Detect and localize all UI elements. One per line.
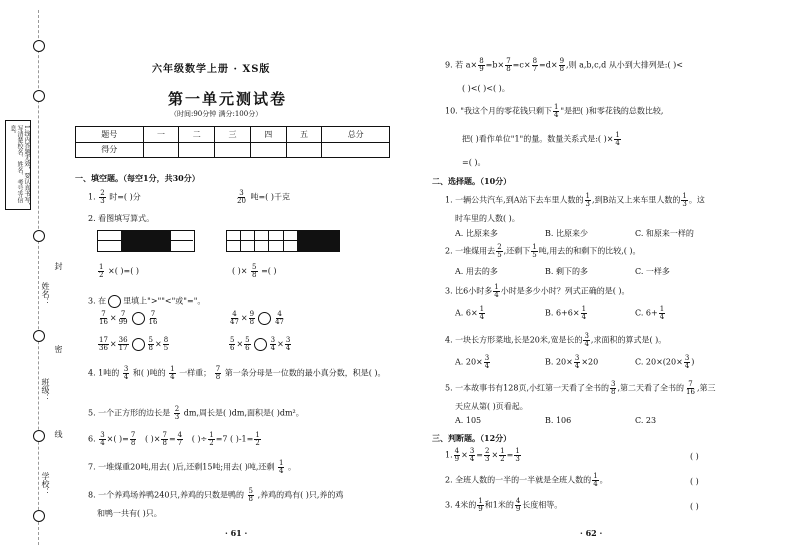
choice-option[interactable]: C. 20×(20× $\frac{3}{4}$ )	[635, 354, 695, 370]
question-1: 1. $\frac{2}{3}$ 时=( )分	[88, 189, 141, 205]
question-5: 5. 一个正方形的边长是 $\frac{2}{3}$ dm,周长是( )dm,面积是( )dm²。	[88, 405, 304, 421]
score-header: 总分	[322, 127, 390, 143]
q3-compare-4: $\frac{5}{6}$ × $\frac{5}{6}$ $\frac{3}{4}$ × $\frac{3}{4}$	[230, 336, 291, 352]
choice-5-line2: 天应从第( )页看起。	[455, 402, 528, 411]
section-judge: 三、判断题。（12分）	[432, 433, 512, 443]
judge-1: 1. $\frac{4}{9}$ × $\frac{3}{4}$ = $\frac{2}{3}$ × $\frac{1}{2}$ = $\frac{1}{3}$	[445, 447, 520, 463]
sidebar-notice: 1.线内答题无效，要认真书写，写清楚校名、姓名、考号等信息。	[9, 125, 30, 209]
question-4: 4. 1吨的 $\frac{3}{4}$ 和( )吨的 $\frac{1}{4}$ 一样重； $\frac{7}{8}$ 第一条分母是一位数的最小真分数，积是( )。	[88, 365, 386, 381]
q3-compare-3: $\frac{17}{36}$ × $\frac{36}{17}$ $\frac{5}{8}$ × $\frac{8}{5}$	[99, 336, 169, 352]
choice-option[interactable]: B. 106	[545, 416, 572, 425]
choice-option[interactable]: A. 20× $\frac{3}{4}$	[455, 354, 490, 370]
choice-2: 2. 一堆煤用去 $\frac{2}{5}$ ,还剩下 $\frac{1}{5}$ 吨,用去的和剩下的比较,( )。	[445, 243, 641, 259]
binding-hole	[33, 330, 45, 342]
q3-compare-2: $\frac{4}{47}$ × $\frac{9}{8}$ $\frac{4}{47}$	[230, 310, 285, 326]
question-9-line2: ( )<( )<( )。	[462, 84, 510, 93]
q3-compare-1: $\frac{7}{16}$ × $\frac{7}{99}$ $\frac{7}{16}$	[99, 310, 158, 326]
score-header: 题号	[76, 127, 144, 143]
score-cell[interactable]	[143, 142, 179, 158]
choice-1: 1. 一辆公共汽车,到A站下去车里人数的 $\frac{1}{3}$ ,到B站又上来车里人数的 $\frac{1}{3}$ 。这	[445, 192, 705, 208]
binding-hole	[33, 430, 45, 442]
page-number-right: · 62 ·	[580, 528, 603, 538]
seal-char: 线	[54, 430, 63, 438]
choice-option[interactable]: C. 和原来一样的	[635, 229, 694, 238]
score-header: 四	[250, 127, 286, 143]
question-6: 6. $\frac{3}{4}$ ×( )= $\frac{7}{8}$ ( )× $\frac{7}{8}$ = $\frac{4}{7}$ ( )÷ $\frac{1}{2}$ =7 ( )-1= $\frac{1}{2}$	[88, 431, 260, 447]
choice-option[interactable]: A. 105	[455, 416, 482, 425]
compare-circle[interactable]	[132, 312, 145, 325]
binding-hole	[33, 510, 45, 522]
fraction-bar-b-mid	[226, 240, 338, 242]
choice-option[interactable]: C. 6+ $\frac{1}{4}$	[635, 305, 665, 321]
score-cell[interactable]	[322, 142, 390, 158]
choice-3: 3. 比6小时多 $\frac{1}{4}$ 小时是多少小时？列式正确的是( )。	[445, 283, 630, 299]
binding-hole	[33, 40, 45, 52]
seal-char: 封	[54, 262, 63, 270]
judge-answer[interactable]: ( )	[690, 477, 699, 486]
judge-answer[interactable]: ( )	[690, 452, 699, 461]
q2-expr-a: $\frac{1}{2}$ ×( )=( )	[99, 263, 139, 279]
question-3: 3. 在 里填上">""<"或"="。	[88, 295, 205, 308]
choice-option[interactable]: B. 比原来少	[545, 229, 588, 238]
fraction: $\frac{3}{20}$	[237, 189, 246, 205]
fraction: $\frac{5}{8}$	[252, 263, 257, 279]
question-1b: $\frac{3}{20}$ 吨=( )千克	[237, 189, 290, 205]
compare-circle[interactable]	[132, 338, 145, 351]
fraction: $\frac{1}{2}$	[99, 263, 104, 279]
question-8-line2: 和鸭一共有( )只。	[97, 509, 162, 518]
score-cell[interactable]	[179, 142, 215, 158]
choice-option[interactable]: A. 比原来多	[455, 229, 498, 238]
exam-meta: （时间:90分钟 满分:100分）	[170, 110, 263, 118]
series-title: 六年级数学上册 · XS版	[152, 64, 271, 75]
fraction: $\frac{2}{3}$	[100, 189, 105, 205]
page-number-left: · 61 ·	[225, 528, 248, 538]
question-7: 7. 一堆煤重20吨,用去( )后,还剩15吨;用去( )吨,还剩 $\frac{1}{4}$ 。	[88, 459, 296, 475]
section-choice: 二、选择题。（10分）	[432, 176, 512, 186]
section-fill-blank: 一、填空题。（每空1分，共30分）	[75, 173, 200, 183]
seal-char: 密	[54, 345, 63, 353]
class-label: 班级：	[41, 378, 50, 402]
score-label: 得分	[76, 142, 144, 158]
score-header: 一	[143, 127, 179, 143]
judge-answer[interactable]: ( )	[690, 502, 699, 511]
q2-expr-b: ( )× $\frac{5}{8}$ =( )	[232, 263, 277, 279]
compare-circle[interactable]	[254, 338, 267, 351]
score-cell[interactable]	[286, 142, 322, 158]
compare-circle[interactable]	[258, 312, 271, 325]
binding-hole	[33, 230, 45, 242]
choice-option[interactable]: B. 20× $\frac{3}{4}$ ×20	[545, 354, 599, 370]
judge-3: 3. 4米的 $\frac{1}{9}$ 和1米的 $\frac{4}{9}$ 长度相等。	[445, 497, 563, 513]
fraction-bar-a-mid	[97, 240, 193, 242]
score-header: 三	[215, 127, 251, 143]
school-label: 学校：	[41, 472, 50, 496]
question-2: 2. 看图填写算式。	[88, 214, 155, 223]
score-cell[interactable]	[250, 142, 286, 158]
question-8: 8. 一个养鸡场养鸭240只,养鸡的只数是鸭的 $\frac{5}{8}$ ,养鸡的鸡有( )只,养的鸡	[88, 487, 344, 503]
question-10: 10. "我这个月的零花钱只剩下 $\frac{1}{4}$ "是把( )和零花钱的总数比较,	[445, 103, 664, 119]
page-title: 第一单元测试卷	[168, 90, 288, 108]
question-10-line3: =( )。	[462, 158, 486, 167]
score-header: 五	[286, 127, 322, 143]
choice-1-line2: 时车里的人数( )。	[455, 214, 520, 223]
choice-option[interactable]: B. 剩下的多	[545, 267, 588, 276]
circle-icon	[108, 295, 121, 308]
question-9: 9. 若 a× $\frac{8}{9}$ =b× $\frac{7}{8}$ =c× $\frac{8}{7}$ =d× $\frac{9}{8}$ ,则 a,b,c,d 从小到大排列是:( )<	[445, 57, 683, 73]
score-header: 二	[179, 127, 215, 143]
judge-2: 2. 全班人数的一半的一半就是全班人数的 $\frac{1}{4}$ 。	[445, 472, 608, 488]
choice-5: 5. 一本故事书有128页,小红第一天看了全书的 $\frac{3}{8}$ ,第二天看了全书的 $\frac{7}{16}$ ,第三	[445, 380, 716, 396]
sidebar-notice-box	[5, 120, 31, 210]
choice-4: 4. 一块长方形菜地,长是20米,宽是长的 $\frac{3}{4}$ ,求面积的算式是( )。	[445, 332, 667, 348]
score-table	[75, 126, 390, 158]
score-cell[interactable]	[215, 142, 251, 158]
name-label: 姓名：	[41, 282, 50, 306]
choice-option[interactable]: A. 6× $\frac{1}{4}$	[455, 305, 485, 321]
choice-option[interactable]: C. 一样多	[635, 267, 670, 276]
binding-hole	[33, 90, 45, 102]
choice-option[interactable]: C. 23	[635, 416, 657, 425]
choice-option[interactable]: A. 用去的多	[455, 267, 498, 276]
choice-option[interactable]: B. 6+6× $\frac{1}{4}$	[545, 305, 587, 321]
question-10-line2: 把( )看作单位"1"的量。数量关系式是:( )× $\frac{1}{4}$	[462, 131, 620, 147]
